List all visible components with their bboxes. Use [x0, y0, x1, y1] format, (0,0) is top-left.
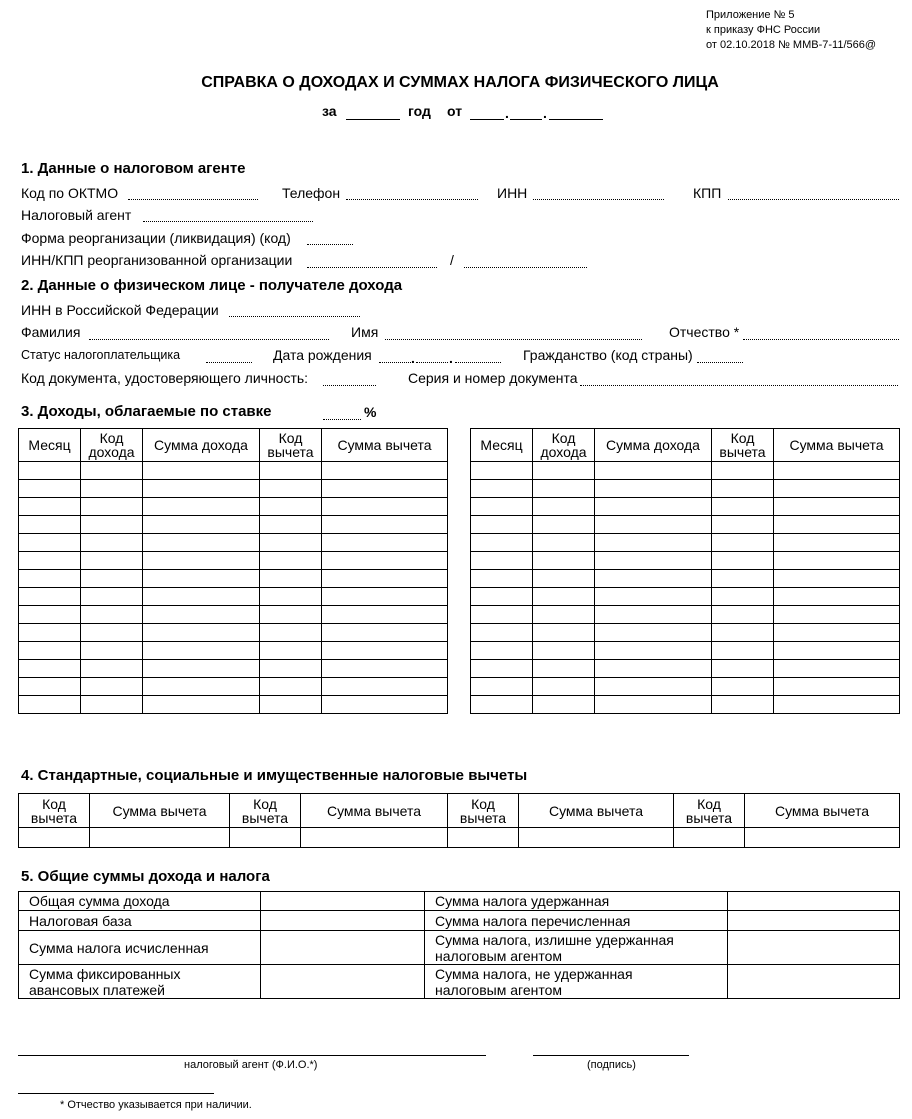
income-cell[interactable] — [322, 480, 448, 498]
tax-calculated-label: Сумма налога исчисленная — [19, 931, 261, 965]
income-cell[interactable] — [533, 624, 595, 642]
kpp-field[interactable] — [728, 199, 899, 200]
inn-rf-label: ИНН в Российской Федерации — [21, 302, 219, 318]
income-cell[interactable] — [471, 498, 533, 516]
date-label: от — [447, 103, 463, 119]
slash-separator: / — [450, 252, 454, 268]
income-row — [471, 480, 900, 498]
citizenship-label: Гражданство (код страны) — [523, 347, 693, 363]
deduction-amount-cell[interactable] — [519, 828, 674, 848]
income-cell[interactable] — [471, 624, 533, 642]
tax-overwithheld-value[interactable] — [728, 931, 900, 965]
fixed-advance-value[interactable] — [261, 965, 425, 999]
income-row — [19, 660, 448, 678]
income-cell[interactable] — [595, 570, 712, 588]
signature-caption: (подпись) — [587, 1059, 636, 1071]
income-row — [471, 570, 900, 588]
income-row — [19, 462, 448, 480]
tax-not-withheld-value[interactable] — [728, 965, 900, 999]
income-cell[interactable] — [19, 588, 81, 606]
income-cell[interactable] — [471, 552, 533, 570]
income-cell[interactable] — [81, 570, 143, 588]
birth-year-field[interactable] — [455, 362, 501, 363]
income-cell[interactable] — [533, 480, 595, 498]
income-cell[interactable] — [533, 516, 595, 534]
income-cell[interactable] — [322, 498, 448, 516]
income-cell[interactable] — [712, 462, 774, 480]
income-cell[interactable] — [19, 642, 81, 660]
date-year-field[interactable] — [549, 119, 603, 120]
col-month: Месяц — [471, 429, 533, 462]
income-table-right — [470, 428, 900, 714]
income-cell[interactable] — [260, 534, 322, 552]
patronymic-label: Отчество * — [669, 324, 740, 340]
income-cell[interactable] — [774, 588, 900, 606]
deduction-code-header: Код вычета — [19, 794, 90, 828]
deduction-code-header: Код вычета — [448, 794, 519, 828]
income-cell[interactable] — [19, 624, 81, 642]
income-cell[interactable] — [471, 480, 533, 498]
taxpayer-status-field[interactable] — [206, 362, 252, 363]
income-cell[interactable] — [322, 516, 448, 534]
income-cell[interactable] — [81, 624, 143, 642]
income-cell[interactable] — [595, 624, 712, 642]
birth-day-field[interactable] — [379, 362, 411, 363]
income-cell[interactable] — [533, 498, 595, 516]
income-cell[interactable] — [533, 462, 595, 480]
income-cell[interactable] — [322, 552, 448, 570]
income-cell[interactable] — [595, 534, 712, 552]
deduction-amount-header: Сумма вычета — [519, 794, 674, 828]
income-cell[interactable] — [260, 552, 322, 570]
income-cell[interactable] — [774, 570, 900, 588]
col-income-code: Код дохода — [533, 429, 595, 462]
agent-inn-field[interactable] — [533, 199, 664, 200]
income-cell[interactable] — [143, 516, 260, 534]
income-cell[interactable] — [260, 588, 322, 606]
income-cell[interactable] — [19, 552, 81, 570]
income-cell[interactable] — [712, 480, 774, 498]
income-cell[interactable] — [143, 696, 260, 714]
income-row — [19, 498, 448, 516]
income-row — [19, 480, 448, 498]
income-row — [19, 606, 448, 624]
section3-heading: 3. Доходы, облагаемые по ставке — [21, 403, 272, 420]
income-cell[interactable] — [81, 498, 143, 516]
income-cell[interactable] — [143, 462, 260, 480]
deduction-code-cell[interactable] — [674, 828, 745, 848]
income-cell[interactable] — [143, 588, 260, 606]
appendix-line: от 02.10.2018 № ММВ-7-11/566@ — [706, 39, 877, 51]
income-cell[interactable] — [260, 516, 322, 534]
inn-rf-field[interactable] — [229, 316, 360, 317]
income-cell[interactable] — [81, 678, 143, 696]
doc-number-field[interactable] — [580, 385, 898, 386]
income-cell[interactable] — [260, 462, 322, 480]
income-cell[interactable] — [774, 462, 900, 480]
income-cell[interactable] — [712, 642, 774, 660]
income-cell[interactable] — [774, 678, 900, 696]
tax-withheld-label: Сумма налога удержанная — [425, 892, 728, 911]
income-cell[interactable] — [143, 552, 260, 570]
income-cell[interactable] — [471, 570, 533, 588]
taxpayer-status-label: Статус налогоплательщика — [21, 348, 181, 362]
income-cell[interactable] — [143, 498, 260, 516]
income-cell[interactable] — [774, 498, 900, 516]
income-cell[interactable] — [471, 462, 533, 480]
income-cell[interactable] — [533, 606, 595, 624]
citizenship-field[interactable] — [697, 362, 743, 363]
income-cell[interactable] — [19, 498, 81, 516]
income-cell[interactable] — [712, 696, 774, 714]
agent-field[interactable] — [143, 221, 313, 222]
deductions-table — [18, 793, 900, 848]
income-cell[interactable] — [774, 606, 900, 624]
income-cell[interactable] — [81, 606, 143, 624]
deduction-code-header: Код вычета — [674, 794, 745, 828]
income-row — [471, 552, 900, 570]
income-row — [471, 660, 900, 678]
income-cell[interactable] — [712, 678, 774, 696]
income-cell[interactable] — [322, 462, 448, 480]
reorg-form-field[interactable] — [307, 244, 353, 245]
date-day-field[interactable] — [470, 119, 504, 120]
income-cell[interactable] — [533, 660, 595, 678]
income-cell[interactable] — [595, 660, 712, 678]
income-cell[interactable] — [712, 570, 774, 588]
income-cell[interactable] — [322, 534, 448, 552]
income-cell[interactable] — [471, 534, 533, 552]
income-cell[interactable] — [81, 462, 143, 480]
income-cell[interactable] — [595, 588, 712, 606]
income-cell[interactable] — [595, 498, 712, 516]
income-cell[interactable] — [260, 624, 322, 642]
income-cell[interactable] — [322, 570, 448, 588]
tax-base-value[interactable] — [261, 911, 425, 931]
income-cell[interactable] — [774, 660, 900, 678]
reorg-inn-label: ИНН/КПП реорганизованной организации — [21, 252, 293, 268]
col-month: Месяц — [19, 429, 81, 462]
total-income-value[interactable] — [261, 892, 425, 911]
fixed-advance-label: Сумма фиксированных авансовых платежей — [19, 965, 261, 999]
income-cell[interactable] — [81, 642, 143, 660]
income-row — [19, 588, 448, 606]
agent-name-caption: налоговый агент (Ф.И.О.*) — [184, 1059, 318, 1071]
income-cell[interactable] — [81, 660, 143, 678]
phone-field[interactable] — [346, 199, 478, 200]
income-row — [471, 534, 900, 552]
col-income-code: Код дохода — [81, 429, 143, 462]
income-cell[interactable] — [533, 552, 595, 570]
deduction-amount-cell[interactable] — [745, 828, 900, 848]
income-cell[interactable] — [143, 642, 260, 660]
deduction-amount-cell[interactable] — [90, 828, 230, 848]
section1-heading: 1. Данные о налоговом агенте — [21, 160, 246, 177]
income-cell[interactable] — [19, 516, 81, 534]
income-cell[interactable] — [322, 624, 448, 642]
income-row — [471, 606, 900, 624]
footnote-divider — [18, 1093, 214, 1094]
col-deduction-amount: Сумма вычета — [774, 429, 900, 462]
income-row — [19, 552, 448, 570]
income-cell[interactable] — [533, 642, 595, 660]
income-cell[interactable] — [712, 606, 774, 624]
income-cell[interactable] — [595, 480, 712, 498]
income-cell[interactable] — [471, 606, 533, 624]
doc-code-field[interactable] — [323, 385, 376, 386]
doc-number-label: Серия и номер документа — [408, 370, 578, 386]
appendix-note — [706, 8, 876, 53]
col-income-amount: Сумма дохода — [143, 429, 260, 462]
income-cell[interactable] — [260, 480, 322, 498]
income-cell[interactable] — [143, 678, 260, 696]
income-table-left — [18, 428, 448, 714]
income-row — [19, 570, 448, 588]
col-deduction-code: Код вычета — [260, 429, 322, 462]
income-cell[interactable] — [533, 678, 595, 696]
phone-label: Телефон — [282, 185, 341, 201]
patronymic-field[interactable] — [743, 339, 899, 340]
income-cell[interactable] — [712, 516, 774, 534]
tax-transferred-label: Сумма налога перечисленная — [425, 911, 728, 931]
income-row — [471, 642, 900, 660]
signature-line[interactable] — [533, 1055, 689, 1056]
income-cell[interactable] — [595, 678, 712, 696]
income-cell[interactable] — [81, 588, 143, 606]
income-cell[interactable] — [471, 696, 533, 714]
income-row — [471, 516, 900, 534]
income-cell[interactable] — [533, 588, 595, 606]
birth-month-field[interactable] — [416, 362, 448, 363]
oktmo-field[interactable] — [128, 199, 258, 200]
income-cell[interactable] — [533, 534, 595, 552]
appendix-line: к приказу ФНС России — [706, 24, 821, 36]
income-cell[interactable] — [260, 678, 322, 696]
income-row — [471, 696, 900, 714]
deduction-amount-header: Сумма вычета — [301, 794, 448, 828]
income-cell[interactable] — [143, 606, 260, 624]
income-cell[interactable] — [774, 534, 900, 552]
year-label: за — [322, 103, 337, 119]
income-cell[interactable] — [81, 516, 143, 534]
income-cell[interactable] — [471, 678, 533, 696]
income-cell[interactable] — [774, 696, 900, 714]
income-cell[interactable] — [143, 660, 260, 678]
income-cell[interactable] — [143, 624, 260, 642]
reorg-form-label: Форма реорганизации (ликвидация) (код) — [21, 230, 291, 246]
income-cell[interactable] — [774, 624, 900, 642]
income-cell[interactable] — [19, 660, 81, 678]
agent-name-line[interactable] — [18, 1055, 486, 1056]
year-field[interactable] — [346, 119, 400, 120]
income-cell[interactable] — [260, 498, 322, 516]
income-cell[interactable] — [143, 570, 260, 588]
income-cell[interactable] — [19, 696, 81, 714]
deduction-code-cell[interactable] — [230, 828, 301, 848]
agent-inn-label: ИНН — [497, 185, 528, 201]
income-cell[interactable] — [260, 606, 322, 624]
deduction-amount-header: Сумма вычета — [745, 794, 900, 828]
income-cell[interactable] — [712, 624, 774, 642]
income-cell[interactable] — [81, 534, 143, 552]
document-title: СПРАВКА О ДОХОДАХ И СУММАХ НАЛОГА ФИЗИЧЕСКОГО ЛИЦА — [201, 74, 719, 91]
income-cell[interactable] — [81, 552, 143, 570]
income-cell[interactable] — [471, 642, 533, 660]
income-cell[interactable] — [595, 642, 712, 660]
income-cell[interactable] — [533, 570, 595, 588]
income-cell[interactable] — [19, 606, 81, 624]
reorg-kpp-field[interactable] — [464, 267, 587, 268]
income-cell[interactable] — [774, 480, 900, 498]
income-cell[interactable] — [322, 606, 448, 624]
income-cell[interactable] — [322, 696, 448, 714]
income-row — [19, 696, 448, 714]
income-cell[interactable] — [260, 570, 322, 588]
totals-table — [18, 891, 900, 999]
doc-code-label: Код документа, удостоверяющего личность: — [21, 370, 309, 386]
income-row — [19, 642, 448, 660]
income-cell[interactable] — [19, 678, 81, 696]
agent-label: Налоговый агент — [21, 207, 132, 223]
income-cell[interactable] — [143, 480, 260, 498]
income-cell[interactable] — [774, 552, 900, 570]
income-cell[interactable] — [533, 696, 595, 714]
section2-heading: 2. Данные о физическом лице - получателе дохода — [21, 277, 403, 294]
income-cell[interactable] — [19, 570, 81, 588]
income-cell[interactable] — [774, 642, 900, 660]
surname-field[interactable] — [89, 339, 329, 340]
income-cell[interactable] — [471, 516, 533, 534]
income-cell[interactable] — [712, 534, 774, 552]
tax-rate-field[interactable] — [323, 419, 361, 420]
tax-withheld-value[interactable] — [728, 892, 900, 911]
income-cell[interactable] — [595, 462, 712, 480]
date-month-field[interactable] — [510, 119, 542, 120]
col-income-amount: Сумма дохода — [595, 429, 712, 462]
income-cell[interactable] — [595, 516, 712, 534]
reorg-inn-field[interactable] — [307, 267, 437, 268]
income-row — [471, 498, 900, 516]
tax-overwithheld-label: Сумма налога, излишне удержанная налоговым агентом — [425, 931, 728, 965]
income-cell[interactable] — [471, 588, 533, 606]
income-cell[interactable] — [81, 696, 143, 714]
income-row — [471, 588, 900, 606]
oktmo-label: Код по ОКТМО — [21, 185, 119, 201]
income-cell[interactable] — [143, 534, 260, 552]
income-cell[interactable] — [595, 696, 712, 714]
deduction-amount-cell[interactable] — [301, 828, 448, 848]
income-cell[interactable] — [19, 534, 81, 552]
income-cell[interactable] — [19, 480, 81, 498]
income-cell[interactable] — [322, 588, 448, 606]
income-row — [19, 678, 448, 696]
appendix-line: Приложение № 5 — [706, 9, 795, 21]
income-cell[interactable] — [322, 678, 448, 696]
section4-heading: 4. Стандартные, социальные и имущественные налоговые вычеты — [21, 767, 528, 784]
percent-sign: % — [364, 404, 377, 420]
deduction-code-header: Код вычета — [230, 794, 301, 828]
income-cell[interactable] — [712, 498, 774, 516]
income-cell[interactable] — [81, 480, 143, 498]
income-row — [19, 516, 448, 534]
year-suffix-label: год — [408, 103, 431, 119]
income-cell[interactable] — [712, 552, 774, 570]
income-cell[interactable] — [712, 588, 774, 606]
income-cell[interactable] — [774, 516, 900, 534]
income-row — [471, 462, 900, 480]
income-cell[interactable] — [471, 660, 533, 678]
col-deduction-amount: Сумма вычета — [322, 429, 448, 462]
kpp-label: КПП — [693, 185, 722, 201]
income-cell[interactable] — [260, 696, 322, 714]
name-field[interactable] — [385, 339, 642, 340]
footnote: * Отчество указывается при наличии. — [60, 1099, 252, 1111]
birth-date-label: Дата рождения — [273, 347, 372, 363]
income-cell[interactable] — [712, 660, 774, 678]
income-cell[interactable] — [595, 552, 712, 570]
section5-heading: 5. Общие суммы дохода и налога — [21, 868, 270, 885]
name-label: Имя — [351, 324, 379, 340]
tax-base-label: Налоговая база — [19, 911, 261, 931]
deduction-amount-header: Сумма вычета — [90, 794, 230, 828]
deduction-code-cell[interactable] — [448, 828, 519, 848]
tax-transferred-value[interactable] — [728, 911, 900, 931]
income-cell[interactable] — [260, 642, 322, 660]
tax-calculated-value[interactable] — [261, 931, 425, 965]
income-row — [19, 534, 448, 552]
total-income-label: Общая сумма дохода — [19, 892, 261, 911]
income-cell[interactable] — [322, 660, 448, 678]
col-deduction-code: Код вычета — [712, 429, 774, 462]
deduction-code-cell[interactable] — [19, 828, 90, 848]
income-cell[interactable] — [322, 642, 448, 660]
tax-not-withheld-label: Сумма налога, не удержанная налоговым агентом — [425, 965, 728, 999]
income-row — [471, 678, 900, 696]
surname-label: Фамилия — [21, 324, 81, 340]
income-cell[interactable] — [19, 462, 81, 480]
income-row — [19, 624, 448, 642]
income-cell[interactable] — [260, 660, 322, 678]
income-row — [471, 624, 900, 642]
income-cell[interactable] — [595, 606, 712, 624]
